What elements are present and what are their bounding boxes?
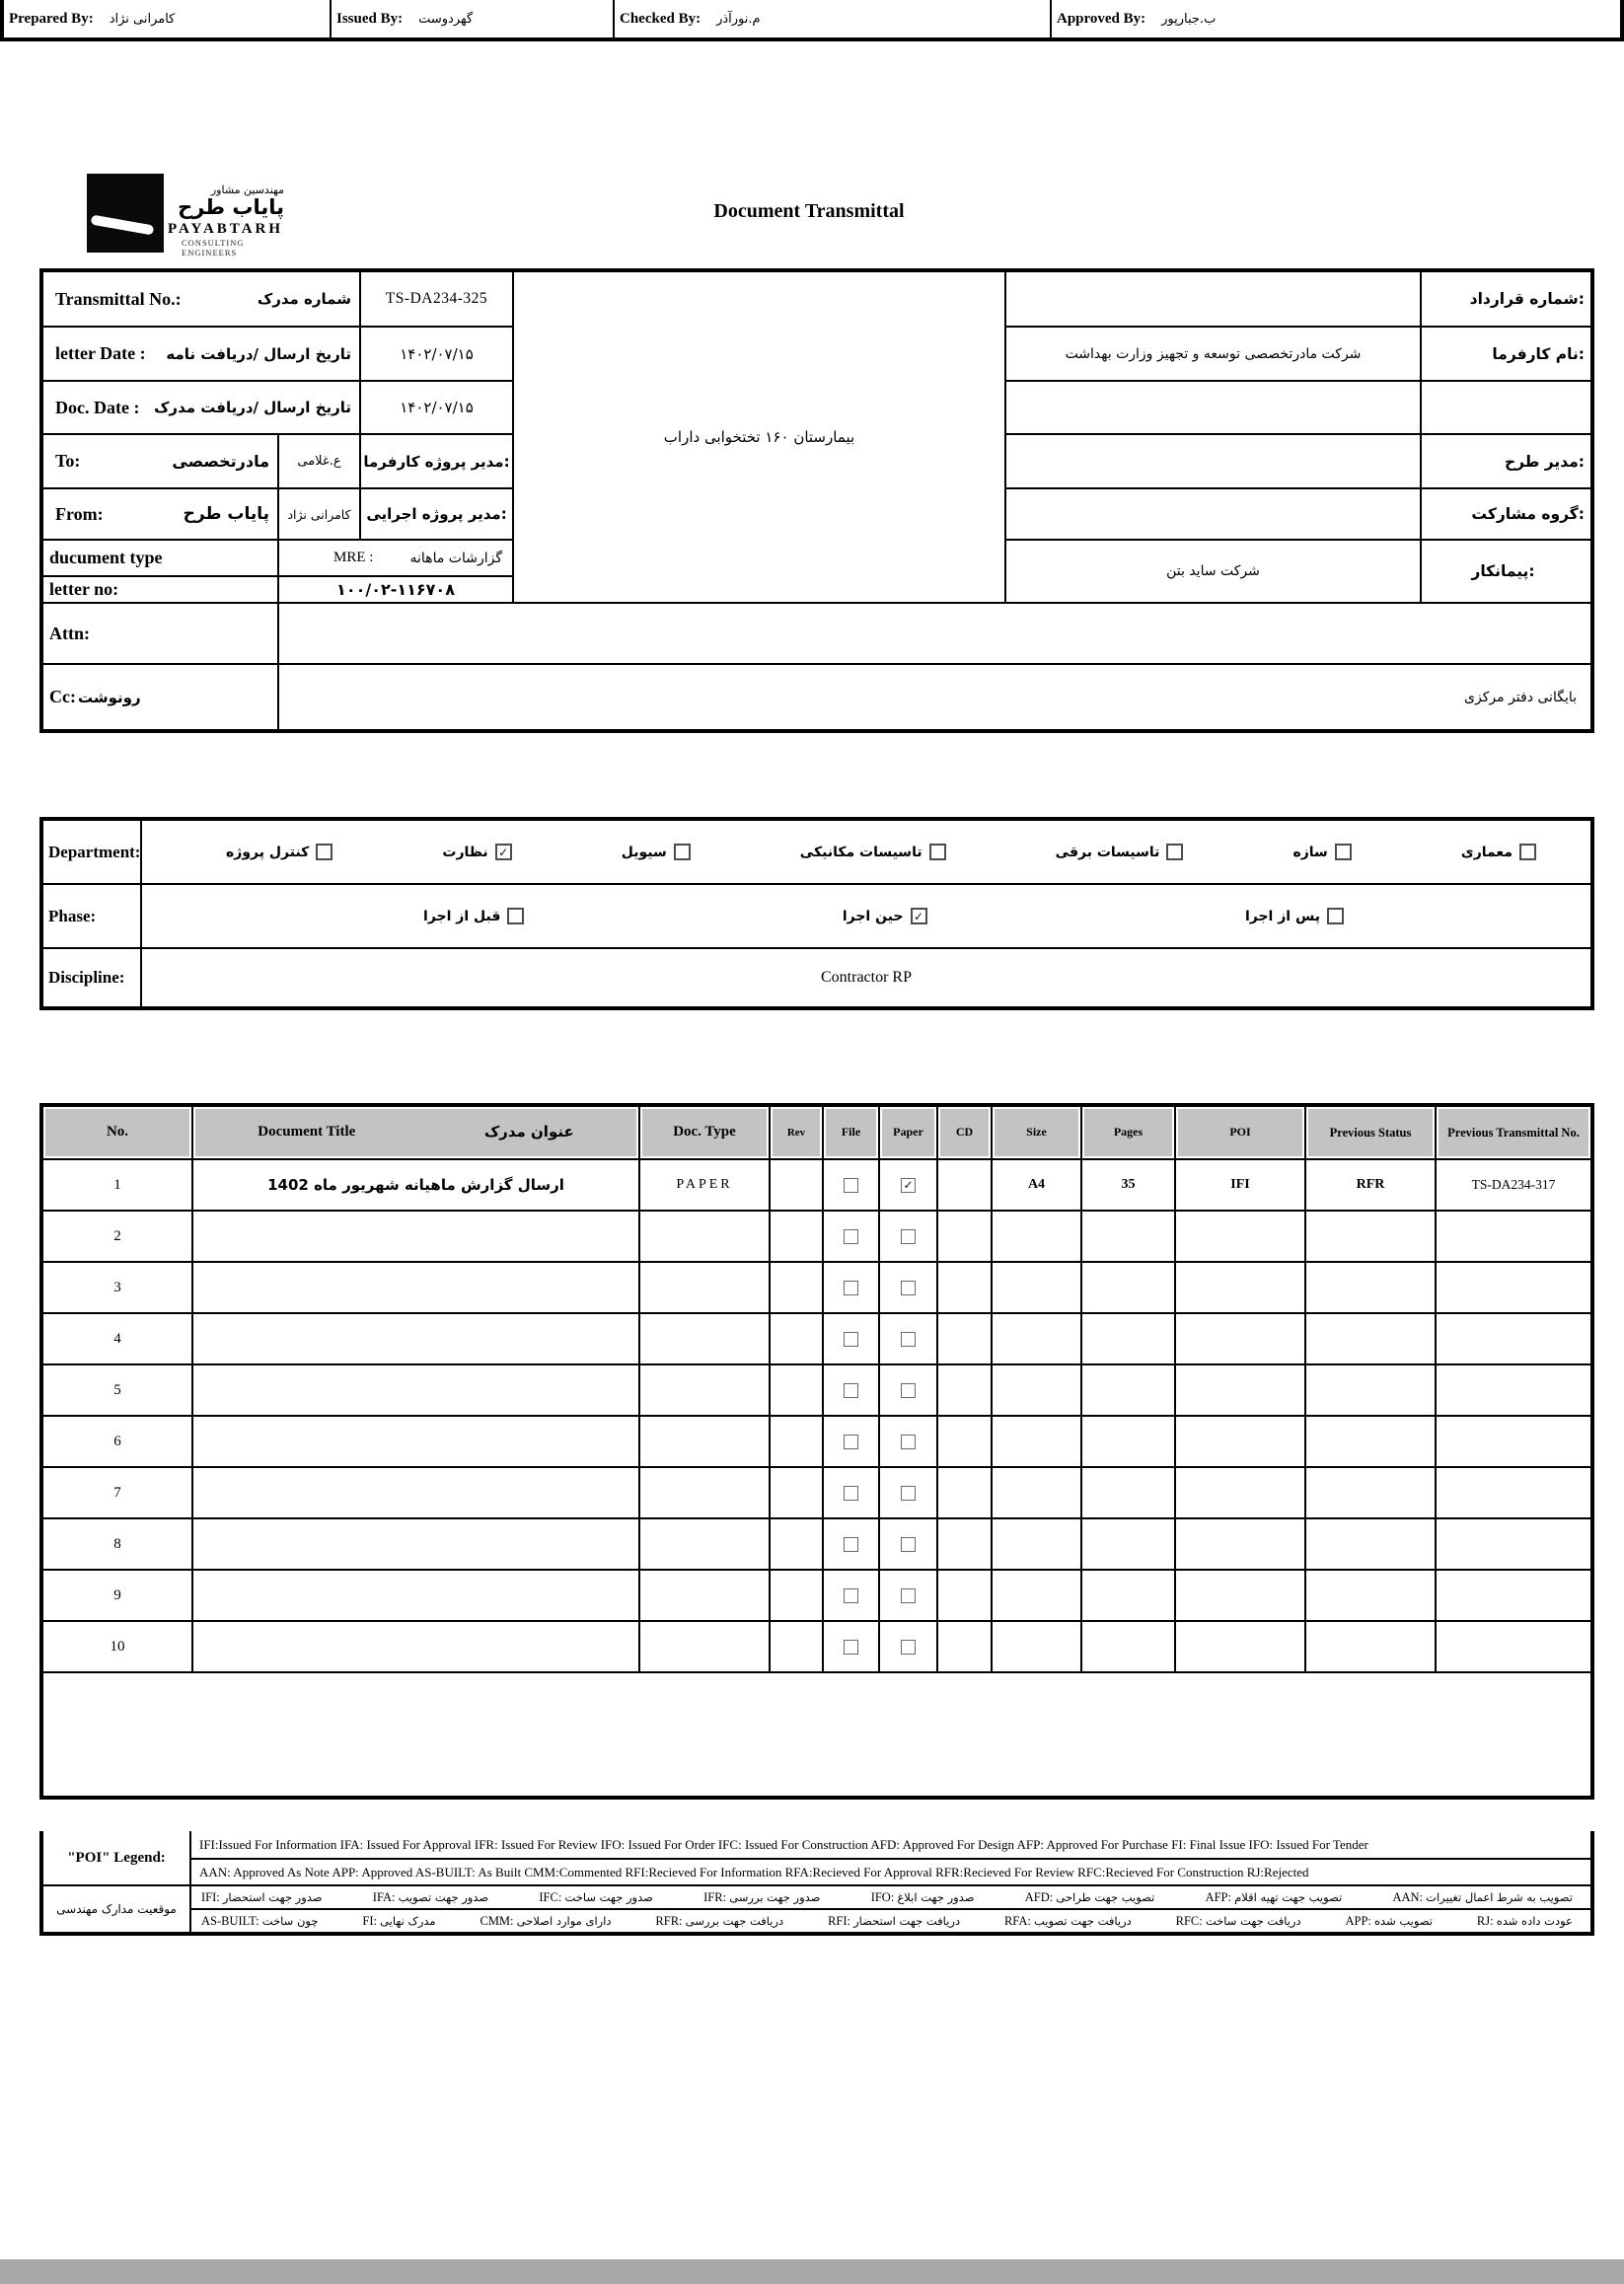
doc-row-5-poi bbox=[1174, 1363, 1304, 1415]
doc-row-1-poi: IFI bbox=[1174, 1158, 1304, 1210]
department-option-label: تاسیسات برقی bbox=[1055, 844, 1160, 860]
classification-table bbox=[39, 817, 1594, 1010]
fa-legend2-item-RFR: RFR: دریافت جهت بررسی bbox=[655, 1913, 784, 1928]
doc-row-10-no: 10 bbox=[41, 1620, 191, 1671]
letter-no-value: ۱۰۰/۰۲-۱۱۶۷۰۸ bbox=[277, 575, 512, 602]
doc-row-8-prev-transmittal bbox=[1435, 1517, 1590, 1569]
poi-legend-en-line1: IFI:Issued For Information IFA: Issued For Approval IFR: Issued For Review IFO: Issued For Order IFC: Issued For Construction AFD: Approved For Design AFP: Approved For Purchase FI: Final Issue IFO: Issued For Tender bbox=[189, 1831, 1590, 1858]
fa-legend2-item-RFI: RFI: دریافت جهت استحضار bbox=[828, 1913, 961, 1928]
doc-row-1-file bbox=[822, 1158, 878, 1210]
doc-row-1-pages: 35 bbox=[1080, 1158, 1174, 1210]
doc-row-5-cd bbox=[936, 1363, 991, 1415]
department-option-label: کنترل پروژه bbox=[226, 844, 310, 860]
poi-legend-label: "POI" Legend: bbox=[41, 1831, 189, 1884]
file-checkbox-row9[interactable] bbox=[844, 1588, 858, 1603]
checked-by-name: م.نورآذر bbox=[716, 11, 761, 27]
doc-row-3-poi bbox=[1174, 1261, 1304, 1312]
doc-row-2-prev-transmittal bbox=[1435, 1210, 1590, 1261]
fa-legend1-item-AAN: AAN: تصویب به شرط اعمال تغییرات bbox=[1392, 1889, 1573, 1904]
department-option-label: معماری bbox=[1460, 844, 1513, 860]
fa-legend1-item-IFR: IFR: صدور جهت بررسی bbox=[703, 1889, 821, 1904]
doc-row-6-size bbox=[991, 1415, 1080, 1466]
doc-row-3-pages bbox=[1080, 1261, 1174, 1312]
doc-row-8-paper bbox=[878, 1517, 936, 1569]
to-person: ع.غلامی bbox=[277, 433, 359, 487]
doc-row-1-cd bbox=[936, 1158, 991, 1210]
approved-by-name: ب.جبارپور bbox=[1161, 11, 1217, 27]
from-role: مدیر پروژه اجرایی: bbox=[359, 487, 512, 539]
col-header-prev-transmittal: Previous Transmittal No. bbox=[1435, 1105, 1590, 1158]
doc-row-1-size: A4 bbox=[991, 1158, 1080, 1210]
doc-row-4-rev bbox=[769, 1312, 822, 1363]
contract-no-value bbox=[1004, 270, 1420, 326]
phase-option bbox=[843, 908, 927, 924]
doc-row-2-size bbox=[991, 1210, 1080, 1261]
paper-checkbox-row8[interactable] bbox=[901, 1537, 916, 1552]
file-checkbox-row1[interactable] bbox=[844, 1178, 858, 1193]
department-label: Department: bbox=[48, 842, 140, 861]
col-header-size: Size bbox=[991, 1105, 1080, 1158]
department-option bbox=[442, 844, 511, 860]
logo-swoosh-icon bbox=[91, 215, 155, 236]
paper-checkbox-row5[interactable] bbox=[901, 1383, 916, 1398]
discipline-label-cell bbox=[41, 947, 140, 1006]
fa-legend1-item-AFD: AFD: تصویب جهت طراحی bbox=[1024, 1889, 1155, 1904]
transmittal-no-label-en: Transmittal No.: bbox=[55, 288, 182, 309]
empty-right-value bbox=[1004, 380, 1420, 433]
doc-row-8-prev-status bbox=[1304, 1517, 1435, 1569]
to-role: مدیر پروژه کارفرما: bbox=[359, 433, 512, 487]
file-checkbox-row8[interactable] bbox=[844, 1537, 858, 1552]
fa-legend1-item-IFA: IFA: صدور جهت تصویب bbox=[372, 1889, 489, 1904]
doc-row-4-prev-status bbox=[1304, 1312, 1435, 1363]
cc-label-fa: رونوشت bbox=[77, 688, 141, 706]
doc-row-7-prev-transmittal bbox=[1435, 1466, 1590, 1517]
transmittal-header-table bbox=[39, 268, 1594, 733]
partnership-value bbox=[1004, 487, 1420, 539]
to-label-cell bbox=[41, 433, 277, 487]
department-option bbox=[226, 844, 332, 860]
poi-legend-en-line2: AAN: Approved As Note APP: Approved AS-BUILT: As Built CMM:Commented RFI:Recieved For Information RFA:Recieved For Approval RFR:Recieved For Review RFC:Recieved For Construction RJ:Rejected bbox=[189, 1858, 1590, 1884]
letter-no-label-cell bbox=[41, 575, 277, 602]
doc-row-2-pages bbox=[1080, 1210, 1174, 1261]
paper-checkbox-row9[interactable] bbox=[901, 1588, 916, 1603]
department-option-label: سیویل bbox=[621, 844, 667, 860]
doc-row-2-title bbox=[191, 1210, 638, 1261]
transmittal-no-label-cell bbox=[41, 270, 359, 326]
file-checkbox-row6[interactable] bbox=[844, 1435, 858, 1449]
doc-type-fa: گزارشات ماهانه bbox=[409, 550, 502, 566]
page-bottom-strip bbox=[0, 2259, 1624, 2284]
department-option bbox=[1056, 844, 1184, 860]
doc-row-7-title bbox=[191, 1466, 638, 1517]
logo-en-subtitle: CONSULTING ENGINEERS bbox=[182, 238, 245, 258]
doc-row-9-size bbox=[991, 1569, 1080, 1620]
col-header-file: File bbox=[822, 1105, 878, 1158]
letter-date-label-fa: تاریخ ارسال /دریافت نامه bbox=[166, 344, 351, 363]
approved-by-label: Approved By: bbox=[1057, 10, 1146, 27]
col-header-cd: CD bbox=[936, 1105, 991, 1158]
phase-option-label: قبل از اجرا bbox=[423, 908, 501, 924]
doc-row-10-poi bbox=[1174, 1620, 1304, 1671]
file-checkbox-row5[interactable] bbox=[844, 1383, 858, 1398]
doc-row-3-paper bbox=[878, 1261, 936, 1312]
letter-date-label-cell bbox=[41, 326, 359, 380]
logo-en-name: PAYABTARH bbox=[168, 221, 284, 238]
col-header-title-fa: عنوان مدرک bbox=[483, 1123, 574, 1142]
doc-row-7-file bbox=[822, 1466, 878, 1517]
col-header-no: No. bbox=[41, 1105, 191, 1158]
doc-row-7-pages bbox=[1080, 1466, 1174, 1517]
department-option-label: تاسیسات مکانیکی bbox=[799, 844, 923, 860]
doc-row-1-title: ارسال گزارش ماهیانه شهریور ماه 1402 bbox=[191, 1158, 638, 1210]
paper-checkbox-row3[interactable] bbox=[901, 1281, 916, 1295]
doc-row-8-no: 8 bbox=[41, 1517, 191, 1569]
doc-row-8-title bbox=[191, 1517, 638, 1569]
doc-date-value: ۱۴۰۲/۰۷/۱۵ bbox=[359, 380, 512, 433]
doc-row-7-size bbox=[991, 1466, 1080, 1517]
doc-row-10-doc-type bbox=[638, 1620, 769, 1671]
from-value: پایاب طرح bbox=[183, 504, 269, 524]
phase-option bbox=[423, 908, 524, 924]
doc-row-6-paper bbox=[878, 1415, 936, 1466]
fa-legend1-item-IFI: IFI: صدور جهت استحضار bbox=[201, 1889, 323, 1904]
doc-row-1-prev-transmittal: TS-DA234-317 bbox=[1435, 1158, 1590, 1210]
department-checkbox-0[interactable] bbox=[1519, 844, 1536, 860]
letter-no-label: letter no: bbox=[49, 579, 119, 599]
transmittal-no-label-fa: شماره مدرک bbox=[257, 290, 351, 308]
doc-row-9-rev bbox=[769, 1569, 822, 1620]
attn-label: Attn: bbox=[49, 623, 90, 643]
doc-row-5-rev bbox=[769, 1363, 822, 1415]
from-person: کامرانی نژاد bbox=[277, 487, 359, 539]
doc-date-label-fa: تاریخ ارسال /دریافت مدرک bbox=[154, 399, 351, 416]
doc-row-10-title bbox=[191, 1620, 638, 1671]
doc-type-code: MRE : bbox=[333, 550, 374, 565]
col-header-doc-type: Doc. Type bbox=[638, 1105, 769, 1158]
poi-legend-table bbox=[39, 1831, 1594, 1936]
phase-option bbox=[1245, 908, 1344, 924]
doc-row-4-paper bbox=[878, 1312, 936, 1363]
doc-row-5-size bbox=[991, 1363, 1080, 1415]
doc-row-2-prev-status bbox=[1304, 1210, 1435, 1261]
letter-date-value: ۱۴۰۲/۰۷/۱۵ bbox=[359, 326, 512, 380]
doc-row-2-paper bbox=[878, 1210, 936, 1261]
transmittal-no-value: TS-DA234-325 bbox=[359, 270, 512, 326]
fa-legend2-item-APP: APP: تصویب شده bbox=[1345, 1913, 1433, 1928]
file-checkbox-row7[interactable] bbox=[844, 1486, 858, 1501]
company-logo-icon bbox=[87, 174, 164, 253]
doc-row-10-paper bbox=[878, 1620, 936, 1671]
page-title: Document Transmittal bbox=[713, 200, 905, 222]
logo-fa-tagline: مهندسین مشاور bbox=[210, 184, 284, 196]
client-value: شرکت مادرتخصصی توسعه و تجهیز وزارت بهداشت bbox=[1004, 326, 1420, 380]
doc-row-5-prev-transmittal bbox=[1435, 1363, 1590, 1415]
contractor-value: شرکت ساید بتن bbox=[1004, 539, 1420, 602]
doc-type-label-cell bbox=[41, 539, 277, 575]
file-checkbox-row3[interactable] bbox=[844, 1281, 858, 1295]
doc-row-4-no: 4 bbox=[41, 1312, 191, 1363]
doc-row-4-title bbox=[191, 1312, 638, 1363]
fa-legend-line1 bbox=[189, 1884, 1590, 1908]
paper-checkbox-row10[interactable] bbox=[901, 1640, 916, 1655]
col-header-pages: Pages bbox=[1080, 1105, 1174, 1158]
prepared-by-name: کامرانی نژاد bbox=[109, 11, 176, 27]
doc-row-6-prev-status bbox=[1304, 1415, 1435, 1466]
cc-value: بایگانی دفتر مرکزی bbox=[277, 663, 1590, 729]
doc-row-1-no: 1 bbox=[41, 1158, 191, 1210]
doc-row-3-no: 3 bbox=[41, 1261, 191, 1312]
doc-row-1-paper bbox=[878, 1158, 936, 1210]
discipline-value: Contractor RP bbox=[140, 947, 1590, 1006]
document-table bbox=[39, 1103, 1594, 1800]
doc-row-6-doc-type bbox=[638, 1415, 769, 1466]
doc-row-8-cd bbox=[936, 1517, 991, 1569]
project-name: بیمارستان ۱۶۰ تختخوابی داراب bbox=[512, 270, 1004, 602]
doc-row-10-prev-transmittal bbox=[1435, 1620, 1590, 1671]
doc-row-8-poi bbox=[1174, 1517, 1304, 1569]
doc-row-8-size bbox=[991, 1517, 1080, 1569]
doc-row-2-file bbox=[822, 1210, 878, 1261]
doc-row-10-cd bbox=[936, 1620, 991, 1671]
doc-row-4-pages bbox=[1080, 1312, 1174, 1363]
doc-row-5-doc-type bbox=[638, 1363, 769, 1415]
doc-row-8-file bbox=[822, 1517, 878, 1569]
doc-row-4-prev-transmittal bbox=[1435, 1312, 1590, 1363]
empty-right-label bbox=[1420, 380, 1590, 433]
fa-legend2-item-RFA: RFA: دریافت جهت تصویب bbox=[1003, 1913, 1132, 1928]
doc-row-9-prev-transmittal bbox=[1435, 1569, 1590, 1620]
checked-by-cell bbox=[613, 0, 1050, 37]
doc-row-3-title bbox=[191, 1261, 638, 1312]
department-option bbox=[800, 844, 946, 860]
doc-date-label-cell bbox=[41, 380, 359, 433]
fa-legend1-item-IFC: IFC: صدور جهت ساخت bbox=[539, 1889, 653, 1904]
contractor-label: پیمانکار: bbox=[1420, 539, 1590, 602]
doc-row-4-size bbox=[991, 1312, 1080, 1363]
doc-row-2-poi bbox=[1174, 1210, 1304, 1261]
doc-row-3-rev bbox=[769, 1261, 822, 1312]
doc-row-9-paper bbox=[878, 1569, 936, 1620]
paper-checkbox-row7[interactable] bbox=[901, 1486, 916, 1501]
department-checkbox-5[interactable]: ✓ bbox=[495, 844, 512, 860]
contract-no-label: شماره قرارداد: bbox=[1420, 270, 1590, 326]
doc-row-8-pages bbox=[1080, 1517, 1174, 1569]
prepared-by-cell bbox=[2, 0, 330, 37]
doc-row-9-prev-status bbox=[1304, 1569, 1435, 1620]
doc-row-5-pages bbox=[1080, 1363, 1174, 1415]
doc-row-7-doc-type bbox=[638, 1466, 769, 1517]
doc-table-empty-area bbox=[41, 1671, 1590, 1796]
design-manager-value bbox=[1004, 433, 1420, 487]
doc-row-7-paper bbox=[878, 1466, 936, 1517]
doc-type-label: ducument type bbox=[49, 548, 163, 567]
doc-row-1-doc-type: PAPER bbox=[638, 1158, 769, 1210]
doc-row-2-cd bbox=[936, 1210, 991, 1261]
doc-row-5-prev-status bbox=[1304, 1363, 1435, 1415]
fa-legend2-item-AS-BUILT: AS-BUILT: چون ساخت bbox=[201, 1913, 319, 1928]
issued-by-cell bbox=[330, 0, 613, 37]
paper-checkbox-row1[interactable]: ✓ bbox=[901, 1178, 916, 1193]
client-label: نام کارفرما: bbox=[1420, 326, 1590, 380]
logo-fa-name: پایاب طرح bbox=[178, 195, 284, 219]
issued-by-name: گهردوست bbox=[418, 11, 474, 27]
doc-row-4-doc-type bbox=[638, 1312, 769, 1363]
doc-row-9-file bbox=[822, 1569, 878, 1620]
doc-row-3-cd bbox=[936, 1261, 991, 1312]
doc-row-1-prev-status: RFR bbox=[1304, 1158, 1435, 1210]
fa-legend-label: موقعیت مدارک مهندسی bbox=[41, 1884, 189, 1932]
col-header-rev: Rev bbox=[769, 1105, 822, 1158]
doc-row-5-file bbox=[822, 1363, 878, 1415]
department-option-label: سازه bbox=[1292, 844, 1328, 860]
from-label-cell bbox=[41, 487, 277, 539]
doc-row-8-rev bbox=[769, 1517, 822, 1569]
department-label-cell bbox=[41, 819, 140, 883]
fa-legend2-item-FI: FI: مدرک نهایی bbox=[362, 1913, 436, 1928]
to-value: مادرتخصصی bbox=[172, 452, 269, 471]
fa-legend1-item-IFO: IFO: صدور جهت ابلاغ bbox=[870, 1889, 975, 1904]
doc-row-6-title bbox=[191, 1415, 638, 1466]
phase-checkbox-2[interactable] bbox=[507, 908, 524, 924]
file-checkbox-row2[interactable] bbox=[844, 1229, 858, 1244]
phase-option-label: پس از اجرا bbox=[1244, 908, 1320, 924]
file-checkbox-row10[interactable] bbox=[844, 1640, 858, 1655]
issued-by-label: Issued By: bbox=[336, 10, 404, 27]
col-header-poi: POI bbox=[1174, 1105, 1304, 1158]
col-header-title-en: Document Title bbox=[258, 1124, 356, 1141]
department-checkbox-1[interactable] bbox=[1335, 844, 1352, 860]
paper-checkbox-row2[interactable] bbox=[901, 1229, 916, 1244]
department-checkbox-2[interactable] bbox=[1166, 844, 1183, 860]
paper-checkbox-row4[interactable] bbox=[901, 1332, 916, 1347]
doc-row-5-no: 5 bbox=[41, 1363, 191, 1415]
doc-date-label-en: Doc. Date : bbox=[55, 397, 140, 417]
doc-row-7-cd bbox=[936, 1466, 991, 1517]
department-checkbox-3[interactable] bbox=[929, 844, 946, 860]
doc-row-3-prev-transmittal bbox=[1435, 1261, 1590, 1312]
doc-row-6-poi bbox=[1174, 1415, 1304, 1466]
fa-legend1-item-AFP: AFP: تصویب جهت تهیه اقلام bbox=[1205, 1889, 1343, 1904]
doc-row-9-doc-type bbox=[638, 1569, 769, 1620]
fa-legend2-item-RFC: RFC: دریافت جهت ساخت bbox=[1175, 1913, 1301, 1928]
checked-by-label: Checked By: bbox=[620, 10, 701, 27]
doc-row-9-poi bbox=[1174, 1569, 1304, 1620]
doc-row-6-file bbox=[822, 1415, 878, 1466]
doc-row-6-cd bbox=[936, 1415, 991, 1466]
department-option bbox=[1292, 844, 1351, 860]
doc-row-7-no: 7 bbox=[41, 1466, 191, 1517]
doc-row-7-rev bbox=[769, 1466, 822, 1517]
doc-row-1-rev bbox=[769, 1158, 822, 1210]
doc-row-6-pages bbox=[1080, 1415, 1174, 1466]
department-options-row bbox=[140, 819, 1590, 883]
doc-row-10-pages bbox=[1080, 1620, 1174, 1671]
to-label: To: bbox=[55, 451, 81, 471]
doc-row-9-cd bbox=[936, 1569, 991, 1620]
logo-text-block bbox=[168, 184, 284, 258]
phase-option-label: حین اجرا bbox=[842, 908, 904, 924]
department-option-label: نظارت bbox=[442, 844, 488, 860]
doc-row-4-file bbox=[822, 1312, 878, 1363]
doc-row-2-rev bbox=[769, 1210, 822, 1261]
doc-row-3-doc-type bbox=[638, 1261, 769, 1312]
doc-row-6-no: 6 bbox=[41, 1415, 191, 1466]
doc-row-7-poi bbox=[1174, 1466, 1304, 1517]
doc-row-10-file bbox=[822, 1620, 878, 1671]
signoff-row bbox=[0, 0, 1624, 41]
approved-by-cell bbox=[1050, 0, 1551, 37]
doc-row-6-prev-transmittal bbox=[1435, 1415, 1590, 1466]
design-manager-label: مدیر طرح: bbox=[1420, 433, 1590, 487]
doc-row-3-file bbox=[822, 1261, 878, 1312]
partnership-label: گروه مشارکت: bbox=[1420, 487, 1590, 539]
col-header-prev-status: Previous Status bbox=[1304, 1105, 1435, 1158]
doc-row-3-prev-status bbox=[1304, 1261, 1435, 1312]
doc-row-5-paper bbox=[878, 1363, 936, 1415]
col-header-title bbox=[191, 1105, 638, 1158]
doc-row-10-rev bbox=[769, 1620, 822, 1671]
department-option bbox=[1461, 844, 1536, 860]
prepared-by-label: Prepared By: bbox=[9, 10, 94, 27]
doc-row-4-poi bbox=[1174, 1312, 1304, 1363]
attn-label-cell bbox=[41, 602, 277, 663]
col-header-paper: Paper bbox=[878, 1105, 936, 1158]
phase-checkbox-0[interactable] bbox=[1327, 908, 1344, 924]
fa-legend-line2 bbox=[189, 1908, 1590, 1932]
attn-value bbox=[277, 602, 1590, 663]
phase-options-row bbox=[140, 883, 1590, 947]
doc-row-2-no: 2 bbox=[41, 1210, 191, 1261]
phase-checkbox-1[interactable]: ✓ bbox=[911, 908, 927, 924]
doc-row-9-title bbox=[191, 1569, 638, 1620]
doc-row-4-cd bbox=[936, 1312, 991, 1363]
phase-label: Phase: bbox=[48, 906, 97, 925]
doc-row-3-size bbox=[991, 1261, 1080, 1312]
department-checkbox-6[interactable] bbox=[316, 844, 332, 860]
doc-row-9-pages bbox=[1080, 1569, 1174, 1620]
phase-label-cell bbox=[41, 883, 140, 947]
department-option bbox=[622, 844, 691, 860]
doc-row-10-prev-status bbox=[1304, 1620, 1435, 1671]
discipline-label: Discipline: bbox=[48, 968, 125, 987]
doc-row-5-title bbox=[191, 1363, 638, 1415]
paper-checkbox-row6[interactable] bbox=[901, 1435, 916, 1449]
doc-type-value-cell bbox=[277, 539, 512, 575]
fa-legend2-item-CMM: CMM: دارای موارد اصلاحی bbox=[480, 1913, 612, 1928]
doc-row-9-no: 9 bbox=[41, 1569, 191, 1620]
file-checkbox-row4[interactable] bbox=[844, 1332, 858, 1347]
department-checkbox-4[interactable] bbox=[674, 844, 691, 860]
doc-row-8-doc-type bbox=[638, 1517, 769, 1569]
doc-row-6-rev bbox=[769, 1415, 822, 1466]
doc-row-7-prev-status bbox=[1304, 1466, 1435, 1517]
cc-label: Cc: bbox=[49, 687, 76, 706]
doc-row-2-doc-type bbox=[638, 1210, 769, 1261]
fa-legend2-item-RJ: RJ: عودت داده شده bbox=[1476, 1913, 1573, 1928]
from-label: From: bbox=[55, 503, 104, 524]
cc-label-cell bbox=[41, 663, 277, 729]
letter-date-label-en: letter Date : bbox=[55, 343, 146, 363]
doc-row-10-size bbox=[991, 1620, 1080, 1671]
